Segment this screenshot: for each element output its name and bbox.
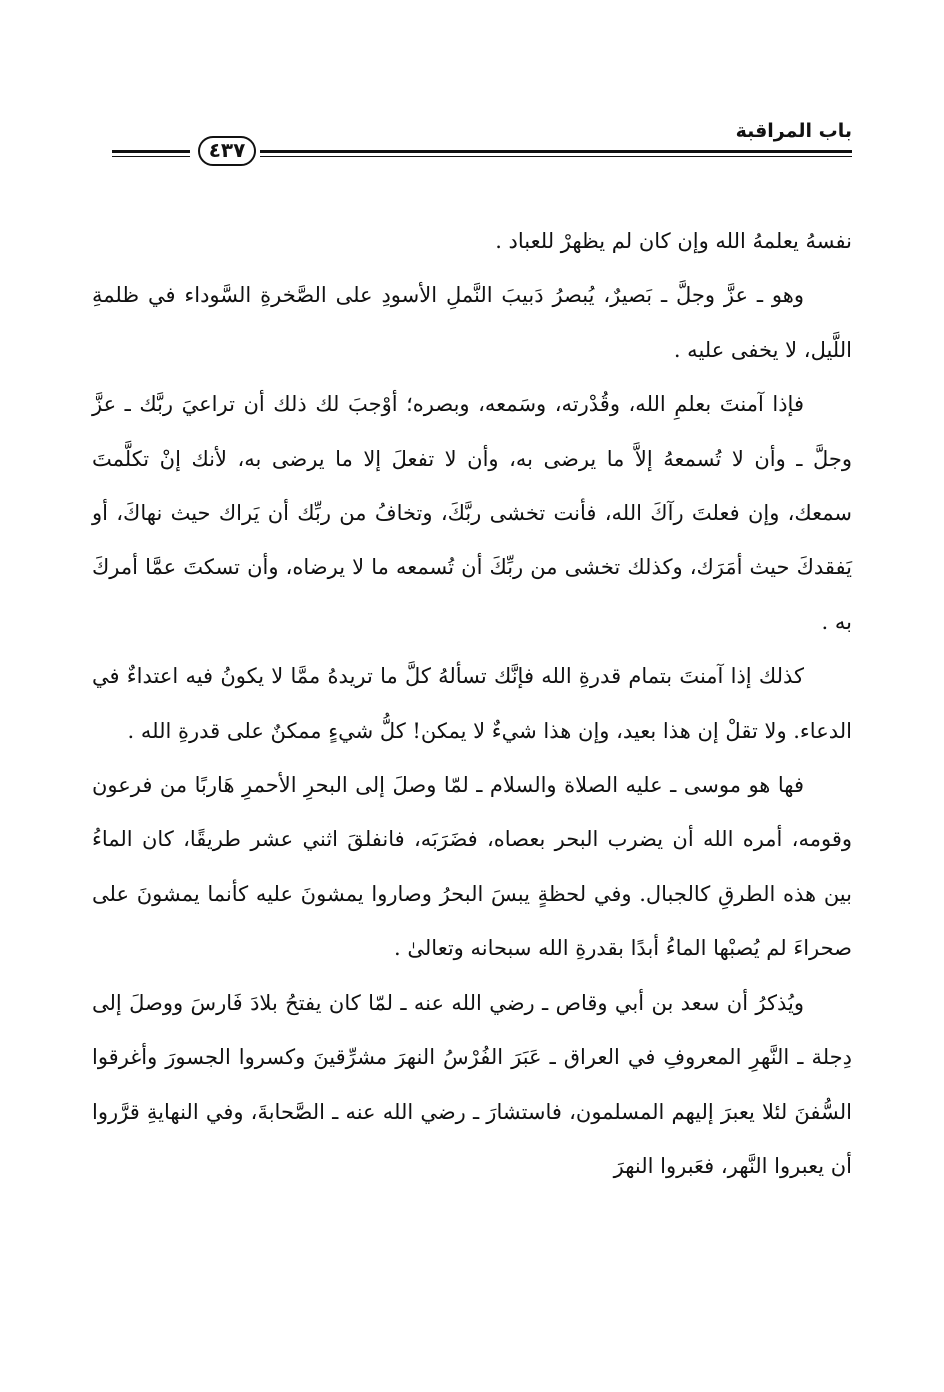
header-rule-left: [112, 150, 190, 157]
paragraph: وهو ـ عزَّ وجلَّ ـ بَصيرٌ، يُبصرُ دَبيبَ النَّملِ الأسودِ على الصَّخرةِ السَّوداء في ظلمةِ اللَّيل، لا يخفى عليه .: [92, 283, 852, 362]
header-rule-right: [260, 150, 852, 157]
body-text: [92, 214, 852, 1193]
paragraph: كذلك إذا آمنتَ بتمام قدرةِ الله فإنَّك تسألهُ كلَّ ما تريدهُ ممَّا لا يكونُ فيه اعتداءٌ في الدعاء. ولا تقلْ إن هذا بعيد، وإن هذا شيءٌ لا يمكن! كلُّ شيءٍ ممكنٌ على قدرةِ الله .: [92, 664, 852, 743]
paragraph: نفسهُ يعلمهُ الله وإن كان لم يظهرْ للعباد .: [495, 229, 852, 253]
paragraph: فإذا آمنتَ بعلمِ الله، وقُدْرته، وسَمعه، وبصره؛ أوْجبَ لك ذلك أن تراعيَ ربَّك ـ عزَّ وجلَّ ـ وأن لا تُسمعهُ إلاَّ ما يرضى به، وأن لا تفعلَ إلا ما يرضى به، لأنك إنْ تكلَّمتَ سمعك، وإن فعلتَ رآكَ الله، فأنت تخشى ربَّكَ، وتخافُ من ربِّك أن يَراك حيث نهاكَ، أو يَفقدكَ حيث أمَرَك، وكذلك تخشى من ربِّكَ أن تُسمعه ما لا يرضاه، وأن تسكتَ عمَّا أمركَ به .: [92, 392, 852, 634]
paragraph: فها هو موسى ـ عليه الصلاة والسلام ـ لمّا وصلَ إلى البحرِ الأحمرِ هَاربًا من فرعون وقومه، أمره الله أن يضرب البحر بعصاه، فضَرَبَه، فانفلقَ اثني عشر طريقًا، كان الماءُ بين هذه الطرقِ كالجبال. وفي لحظةٍ يبسَ البحرُ وصاروا يمشونَ عليه كأنما يمشونَ على صحراءَ لم يُصبْها الماءُ أبدًا بقدرةِ الله سبحانه وتعالىٰ .: [92, 773, 852, 961]
paragraph: ويُذكرُ أن سعد بن أبي وقاص ـ رضي الله عنه ـ لمّا كان يفتحُ بلادَ فَارسَ ووصلَ إلى دِجلة ـ النَّهرِ المعروفِ في العراق ـ عَبَرَ الفُرْسُ النهرَ مشرِّقينَ وكسروا الجسورَ وأغرقوا السُّفنَ لئلا يعبرَ إليهم المسلمون، فاستشارَ ـ رضي الله عنه ـ الصَّحابةَ، وفي النهايةِ قرَّروا أن يعبروا النَّهر، فعَبروا النهرَ: [92, 990, 852, 1178]
chapter-title: باب المراقبة: [735, 120, 852, 142]
page-number: ٤٣٧: [198, 136, 256, 166]
page-header: [112, 118, 852, 178]
